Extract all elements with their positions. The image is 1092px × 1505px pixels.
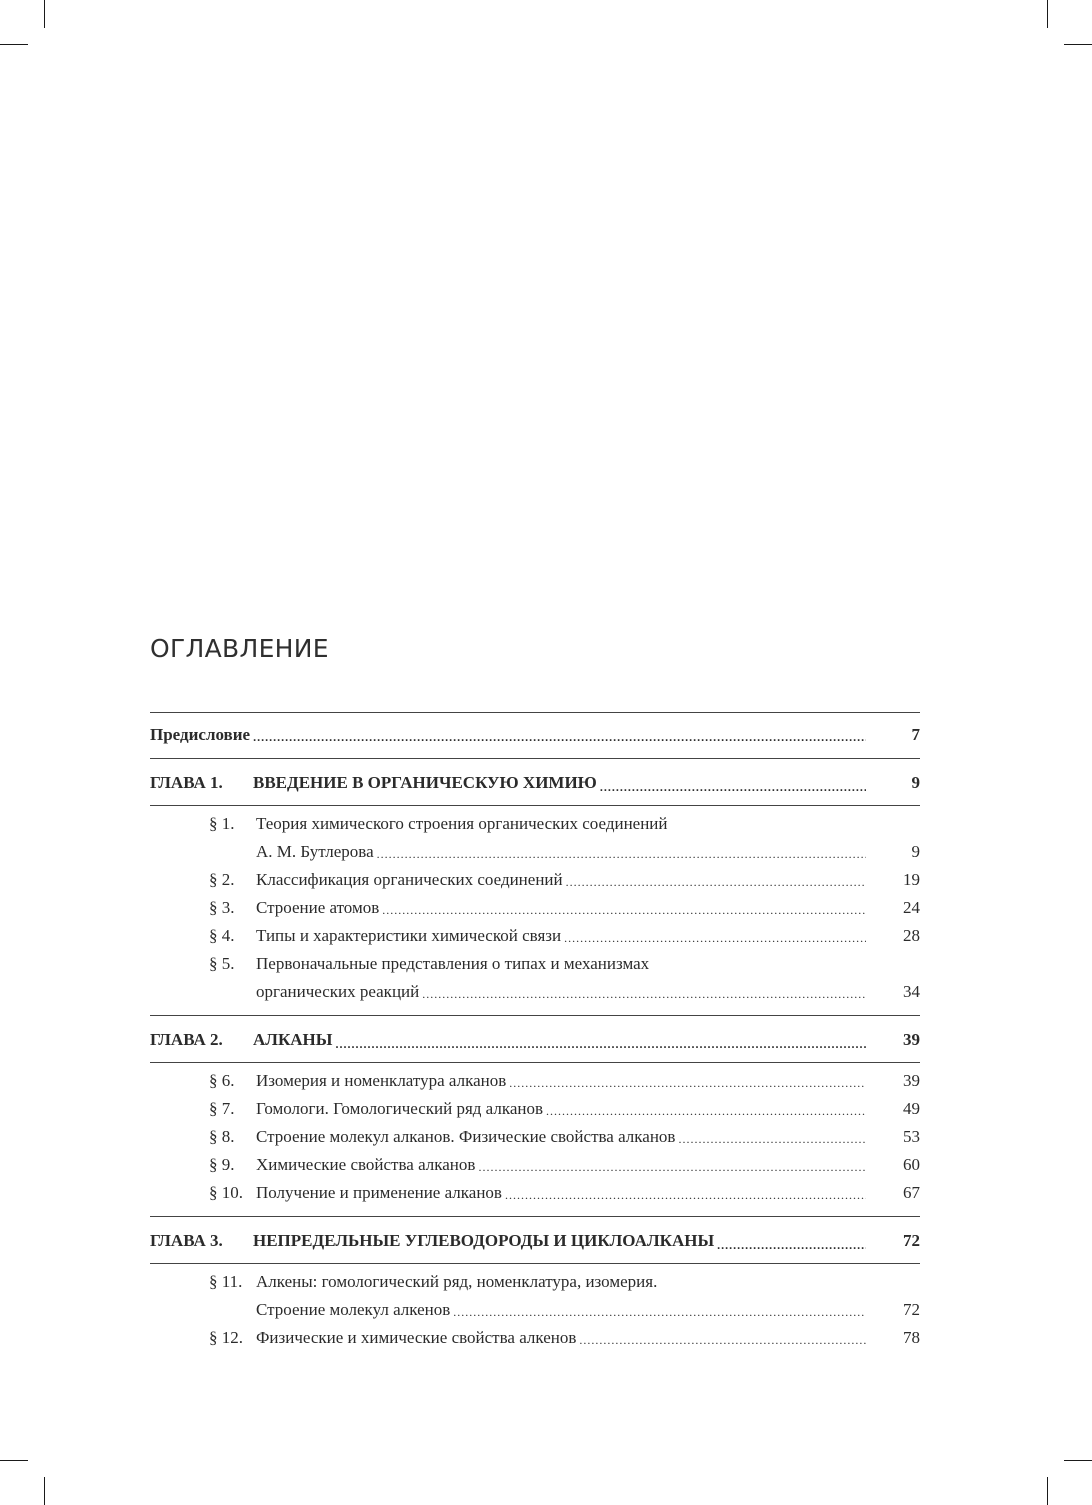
section-number: § 8. [209,1127,235,1146]
page-number: 67 [903,1183,920,1202]
section-title: Алкены: гомологический ряд, номенклатура, изомерия. [256,1272,658,1291]
page-number: 39 [903,1071,920,1090]
page-number: 60 [903,1155,920,1174]
dot-leader [505,1185,866,1205]
section-title: Первоначальные представления о типах и механизмах [256,954,650,973]
section-number: § 7. [209,1099,235,1118]
preface-block [150,713,920,758]
section-number: § 3. [209,898,235,917]
section-title: Типы и характеристики химической связи [256,926,562,945]
section-title: Строение атомов [256,898,380,917]
toc-entry-section[interactable] [150,922,920,950]
page-number: 39 [903,1030,920,1049]
section-number: § 4. [209,926,235,945]
dot-leader [546,1101,866,1121]
toc-entry-section-continuation[interactable] [150,838,920,866]
dot-leader [564,928,866,948]
chapter-title: ВВЕДЕНИЕ В ОРГАНИЧЕСКУЮ ХИМИЮ [253,773,597,792]
toc-entry-section[interactable] [150,1324,920,1352]
page-number: 19 [903,870,920,889]
toc-entry-section[interactable] [150,1067,920,1095]
dot-leader [566,872,866,892]
chapter-block [150,1217,920,1361]
toc-entry-section-continuation[interactable] [150,1296,920,1324]
section-number: § 10. [209,1183,243,1202]
section-title-continuation: А. М. Бутлерова [256,842,374,861]
section-title: Классификация органических соединений [256,870,563,889]
crop-mark-top-left-horizontal [0,44,28,45]
dot-leader [579,1330,866,1350]
section-title: Теория химического строения органических соединений [256,814,668,833]
section-title: Изомерия и номенклатура алканов [256,1071,507,1090]
divider [150,1263,920,1264]
toc-entry-section[interactable] [150,866,920,894]
toc-entry-preface[interactable] [150,721,920,749]
toc-entry-chapter[interactable] [150,767,920,799]
section-title: Получение и применение алканов [256,1183,502,1202]
page-number: 72 [903,1231,920,1250]
page-number: 24 [903,898,920,917]
dot-leader [422,984,866,1004]
divider [150,1062,920,1063]
table-of-contents [150,712,920,1361]
section-number: § 6. [209,1071,235,1090]
chapter-number: ГЛАВА 3. [150,1231,223,1250]
chapter-title: АЛКАНЫ [253,1030,333,1049]
crop-mark-top-left-vertical [44,0,45,28]
dot-leader [509,1073,866,1093]
toc-entry-section[interactable] [150,1268,920,1296]
crop-mark-top-right-horizontal [1064,44,1092,45]
toc-entry-section[interactable] [150,1123,920,1151]
section-title-continuation: органических реакций [256,982,420,1001]
toc-entry-chapter[interactable] [150,1024,920,1056]
toc-entry-section[interactable] [150,894,920,922]
crop-mark-bottom-left-horizontal [0,1460,28,1461]
page-number: 7 [911,725,920,744]
section-title: Физические и химические свойства алкенов [256,1328,577,1347]
dot-leader [253,727,866,747]
toc-entry-section[interactable] [150,1179,920,1207]
dot-leader [478,1157,866,1177]
section-number: § 5. [209,954,235,973]
divider [150,805,920,806]
section-title: Строение молекул алканов. Физические свойства алканов [256,1127,676,1146]
crop-mark-bottom-left-vertical [44,1477,45,1505]
toc-entry-section[interactable] [150,810,920,838]
section-number: § 11. [209,1272,243,1291]
toc-entry-chapter[interactable] [150,1225,920,1257]
section-title: Гомологи. Гомологический ряд алканов [256,1099,544,1118]
preface-label: Предисловие [150,725,251,744]
page-number: 9 [911,773,920,792]
crop-mark-top-right-vertical [1047,0,1048,28]
dot-leader [453,1302,866,1322]
page-number: 49 [903,1099,920,1118]
page-number: 53 [903,1127,920,1146]
chapter-title: НЕПРЕДЕЛЬНЫЕ УГЛЕВОДОРОДЫ И ЦИКЛОАЛКАНЫ [253,1231,715,1250]
page-number: 72 [903,1300,920,1319]
crop-mark-bottom-right-horizontal [1064,1460,1092,1461]
toc-entry-section[interactable] [150,950,920,978]
chapter-number: ГЛАВА 2. [150,1030,223,1049]
page-number: 78 [903,1328,920,1347]
dot-leader [382,900,866,920]
section-number: § 1. [209,814,235,833]
toc-entry-section[interactable] [150,1151,920,1179]
chapter-block [150,1016,920,1216]
crop-mark-bottom-right-vertical [1047,1477,1048,1505]
chapter-block [150,759,920,1015]
page-title: ОГЛАВЛЕНИЕ [150,634,329,663]
page-number: 34 [903,982,920,1001]
section-number: § 2. [209,870,235,889]
chapter-number: ГЛАВА 1. [150,773,223,792]
dot-leader [717,1235,866,1255]
toc-entry-section-continuation[interactable] [150,978,920,1006]
page-number: 28 [903,926,920,945]
page-number: 9 [911,842,920,861]
dot-leader [335,1034,866,1054]
toc-entry-section[interactable] [150,1095,920,1123]
section-title: Химические свойства алканов [256,1155,476,1174]
section-title-continuation: Строение молекул алкенов [256,1300,451,1319]
dot-leader [678,1129,866,1149]
section-number: § 9. [209,1155,235,1174]
section-number: § 12. [209,1328,243,1347]
dot-leader [600,777,866,797]
dot-leader [377,844,866,864]
